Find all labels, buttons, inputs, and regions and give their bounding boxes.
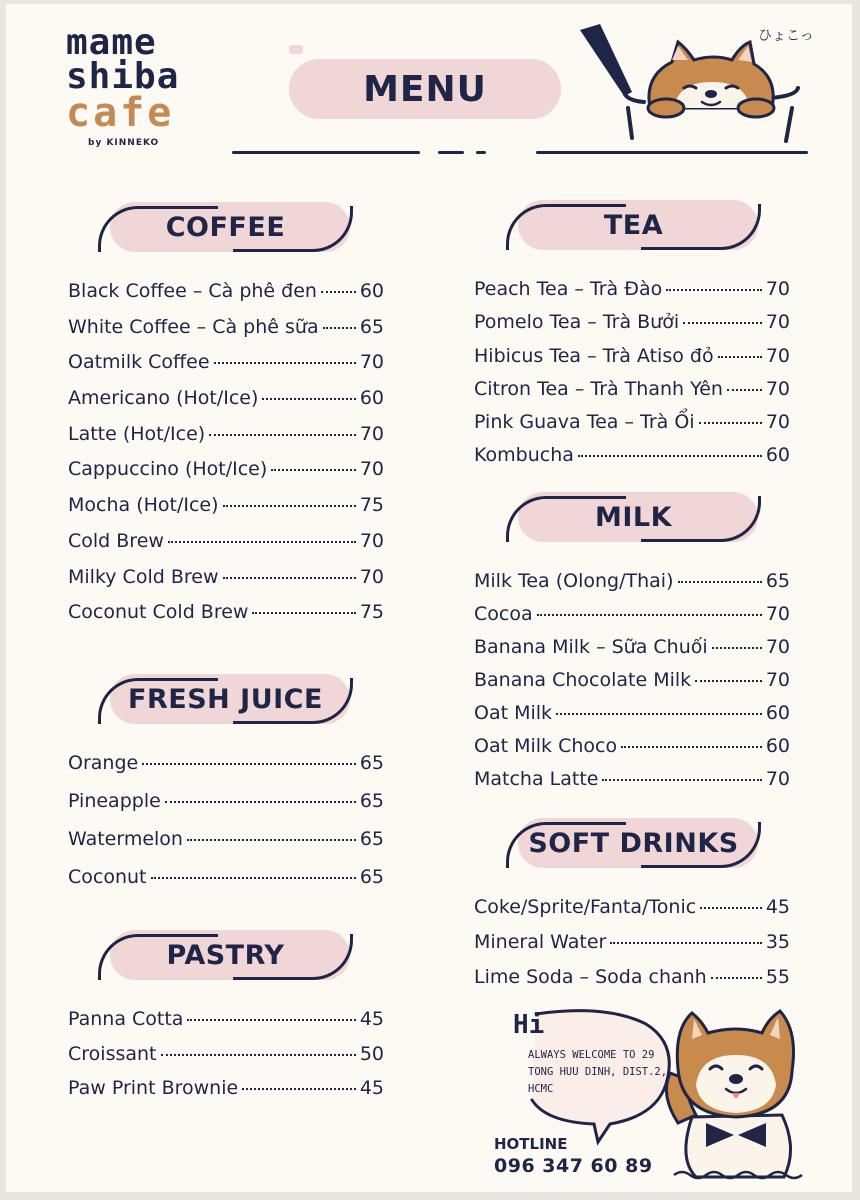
menu-item-name: Oat Milk xyxy=(474,702,553,724)
menu-item-name: Milky Cold Brew xyxy=(68,565,219,588)
menu-item-leader-dots xyxy=(666,289,762,291)
menu-item-leader-dots xyxy=(323,327,356,329)
menu-item xyxy=(68,280,384,316)
menu-item-name: Orange xyxy=(68,752,139,774)
menu-item-price: 45 xyxy=(765,896,790,918)
menu-item-name: Citron Tea – Trà Thanh Yên xyxy=(474,377,723,400)
section-fresh-juice xyxy=(68,670,384,904)
menu-item-name: Black Coffee – Cà phê đen xyxy=(68,280,317,302)
menu-item-leader-dots xyxy=(142,763,356,765)
menu-item-price: 75 xyxy=(359,494,384,517)
menu-item xyxy=(68,423,384,459)
menu-item xyxy=(68,387,384,423)
menu-item-price: 70 xyxy=(765,377,790,400)
menu-item xyxy=(474,636,790,669)
menu-item xyxy=(474,278,790,311)
menu-item-name: Coke/Sprite/Fanta/Tonic xyxy=(474,896,697,918)
tea-list xyxy=(474,278,790,478)
menu-item xyxy=(68,458,384,494)
menu-item-name: Lime Soda – Soda chanh xyxy=(474,966,707,988)
menu-item-name: Americano (Hot/Ice) xyxy=(68,387,259,410)
menu-item-name: Oat Milk Choco xyxy=(474,735,618,757)
menu-item-price: 60 xyxy=(765,702,790,724)
menu-item-leader-dots xyxy=(209,434,356,436)
menu-item xyxy=(68,316,384,352)
menu-item-name: Cappuccino (Hot/Ice) xyxy=(68,458,268,481)
menu-item-leader-dots xyxy=(727,389,762,391)
menu-item-name: Mineral Water xyxy=(474,931,607,953)
menu-item xyxy=(474,570,790,603)
menu-item-name: Peach Tea – Trà Đào xyxy=(474,278,663,300)
section-pastry xyxy=(68,926,384,1112)
menu-item-name: Milk Tea (Olong/Thai) xyxy=(474,570,674,592)
menu-item-name: Kombucha xyxy=(474,444,574,467)
greeting-text: Hi xyxy=(513,1010,545,1040)
header-rule-right xyxy=(536,151,808,154)
menu-item-price: 60 xyxy=(765,444,790,467)
menu-item-leader-dots xyxy=(602,779,761,781)
menu-item-leader-dots xyxy=(537,614,762,616)
menu-item xyxy=(68,790,384,828)
section-badge-fresh-juice xyxy=(98,670,353,730)
hotline-label: HOTLINE xyxy=(494,1135,568,1153)
section-badge-milk xyxy=(506,488,761,548)
menu-item xyxy=(68,351,384,387)
menu-item xyxy=(68,866,384,904)
section-badge-tea xyxy=(506,196,761,256)
menu-item-price: 70 xyxy=(359,422,384,445)
section-title-tea: TEA xyxy=(603,210,664,241)
menu-item-name: Croissant xyxy=(68,1042,157,1065)
coffee-list xyxy=(68,280,384,637)
menu-item xyxy=(474,444,790,477)
menu-item xyxy=(474,345,790,378)
menu-item-price: 65 xyxy=(359,828,384,850)
menu-item-price: 50 xyxy=(359,1042,384,1065)
shiba-peeking-icon xyxy=(574,16,824,151)
menu-item-name: Oatmilk Coffee xyxy=(68,351,210,374)
menu-item-price: 45 xyxy=(359,1077,384,1099)
menu-item-leader-dots xyxy=(711,977,762,979)
menu-item-leader-dots xyxy=(695,680,762,682)
menu-item-price: 35 xyxy=(765,931,790,953)
menu-item xyxy=(474,702,790,735)
menu-item-name: Pomelo Tea – Trà Bưởi xyxy=(474,311,680,334)
menu-item-leader-dots xyxy=(700,907,762,909)
logo-word-shiba: shiba xyxy=(66,56,180,97)
menu-item xyxy=(474,768,790,801)
menu-item-price: 65 xyxy=(359,866,384,888)
section-title-soft-drinks: SOFT DRINKS xyxy=(528,828,739,859)
menu-item xyxy=(68,1043,384,1078)
menu-item-price: 70 xyxy=(359,565,384,588)
menu-item-price: 70 xyxy=(765,344,790,367)
menu-item-leader-dots xyxy=(271,469,356,471)
menu-item-price: 70 xyxy=(765,636,790,658)
menu-item-leader-dots xyxy=(321,291,356,293)
menu-item-leader-dots xyxy=(718,356,762,358)
menu-item-leader-dots xyxy=(223,577,356,579)
menu-item xyxy=(68,828,384,866)
section-badge-coffee xyxy=(98,198,353,258)
menu-item-price: 70 xyxy=(765,669,790,691)
section-title-coffee: COFFEE xyxy=(165,212,286,243)
cafe-logo xyxy=(66,22,216,148)
menu-page xyxy=(6,4,852,1192)
dog-sound-text: ひょこっ xyxy=(758,28,814,44)
menu-item-leader-dots xyxy=(242,1088,356,1090)
section-coffee xyxy=(68,198,384,637)
menu-item-price: 75 xyxy=(359,601,384,624)
address-text: ALWAYS WELCOME TO 29 TONG HUU DINH, DIST.2, HCMC xyxy=(528,1049,668,1095)
section-title-pastry: PASTRY xyxy=(166,940,285,971)
menu-item xyxy=(474,603,790,636)
menu-item-name: Banana Milk – Sữa Chuối xyxy=(474,636,708,658)
section-milk xyxy=(474,488,790,801)
hotline-number[interactable]: 096 347 60 89 xyxy=(494,1155,653,1177)
menu-item-name: Hibicus Tea – Trà Atiso đỏ xyxy=(474,344,714,367)
menu-item-price: 65 xyxy=(359,752,384,774)
header-rule-dash-2 xyxy=(476,151,486,154)
menu-item xyxy=(474,669,790,702)
section-badge-soft-drinks xyxy=(506,814,761,874)
menu-item-leader-dots xyxy=(165,801,356,803)
menu-title: MENU xyxy=(363,68,487,110)
juice-list xyxy=(68,752,384,904)
menu-item-leader-dots xyxy=(161,1054,356,1056)
menu-item xyxy=(68,494,384,530)
menu-item-leader-dots xyxy=(621,746,762,748)
logo-byline: by KINNEKO xyxy=(88,138,160,148)
menu-item-name: Mocha (Hot/Ice) xyxy=(68,494,219,517)
menu-title-pill xyxy=(289,59,561,119)
menu-item-leader-dots xyxy=(187,1019,355,1021)
menu-item xyxy=(68,566,384,602)
logo-word-cafe: cafe xyxy=(66,90,175,136)
pastry-list xyxy=(68,1008,384,1112)
menu-item xyxy=(474,966,790,1001)
menu-item-leader-dots xyxy=(610,942,761,944)
menu-item-price: 60 xyxy=(765,735,790,757)
menu-item-leader-dots xyxy=(699,422,762,424)
shiba-waving-icon xyxy=(656,999,816,1189)
menu-item xyxy=(68,530,384,566)
soft-drinks-list xyxy=(474,896,790,1001)
menu-item xyxy=(68,1077,384,1112)
menu-item-price: 65 xyxy=(359,315,384,338)
menu-item-leader-dots xyxy=(678,581,762,583)
menu-item-name: Panna Cotta xyxy=(68,1008,184,1030)
menu-item xyxy=(474,411,790,444)
logo-word-mame: mame xyxy=(66,22,157,63)
menu-item xyxy=(68,601,384,637)
menu-item-name: Cocoa xyxy=(474,603,533,625)
menu-item-leader-dots xyxy=(168,541,356,543)
menu-item-price: 65 xyxy=(359,790,384,812)
menu-item xyxy=(474,311,790,344)
menu-item-leader-dots xyxy=(683,322,762,324)
menu-item xyxy=(474,735,790,768)
menu-item-leader-dots xyxy=(262,398,355,400)
menu-item xyxy=(474,378,790,411)
milk-list xyxy=(474,570,790,801)
section-title-fresh-juice: FRESH JUICE xyxy=(128,684,323,715)
menu-item-price: 65 xyxy=(765,570,790,592)
menu-item-name: Latte (Hot/Ice) xyxy=(68,422,206,445)
section-title-milk: MILK xyxy=(594,502,673,533)
menu-item-name: Pink Guava Tea – Trà Ổi xyxy=(474,411,695,434)
menu-item-price: 70 xyxy=(765,603,790,625)
menu-item-price: 45 xyxy=(359,1008,384,1030)
menu-item-leader-dots xyxy=(252,612,355,614)
menu-item-name: Watermelon xyxy=(68,828,183,850)
menu-item-leader-dots xyxy=(151,877,356,879)
menu-item-price: 70 xyxy=(765,278,790,300)
menu-item xyxy=(474,896,790,931)
menu-item-name: Coconut Cold Brew xyxy=(68,601,249,624)
menu-item-price: 70 xyxy=(359,529,384,552)
menu-item-leader-dots xyxy=(187,839,356,841)
menu-item-leader-dots xyxy=(712,647,762,649)
menu-item-price: 70 xyxy=(359,458,384,481)
section-soft-drinks xyxy=(474,814,790,1001)
menu-item-name: Cold Brew xyxy=(68,529,164,552)
menu-item-name: White Coffee – Cà phê sữa xyxy=(68,315,319,338)
menu-item-price: 70 xyxy=(359,351,384,374)
section-tea xyxy=(474,196,790,478)
menu-item-price: 60 xyxy=(359,387,384,410)
menu-item-name: Coconut xyxy=(68,866,147,888)
menu-item-price: 60 xyxy=(359,280,384,302)
menu-item-price: 70 xyxy=(765,411,790,434)
menu-item-name: Banana Chocolate Milk xyxy=(474,669,692,691)
menu-item xyxy=(68,752,384,790)
header-rule-dash-1 xyxy=(438,151,464,154)
menu-item-price: 70 xyxy=(765,768,790,790)
menu-item xyxy=(68,1008,384,1043)
menu-item-leader-dots xyxy=(556,713,762,715)
menu-item-name: Pineapple xyxy=(68,790,161,812)
menu-item-leader-dots xyxy=(223,505,356,507)
header-dot-decoration xyxy=(289,45,303,54)
menu-item xyxy=(474,931,790,966)
menu-item-leader-dots xyxy=(578,455,762,457)
menu-item-leader-dots xyxy=(214,362,356,364)
section-badge-pastry xyxy=(98,926,353,986)
menu-item-name: Paw Print Brownie xyxy=(68,1077,239,1099)
menu-item-price: 55 xyxy=(765,966,790,988)
menu-item-price: 70 xyxy=(765,311,790,334)
menu-item-name: Matcha Latte xyxy=(474,768,599,790)
header-rule-left xyxy=(232,151,420,154)
